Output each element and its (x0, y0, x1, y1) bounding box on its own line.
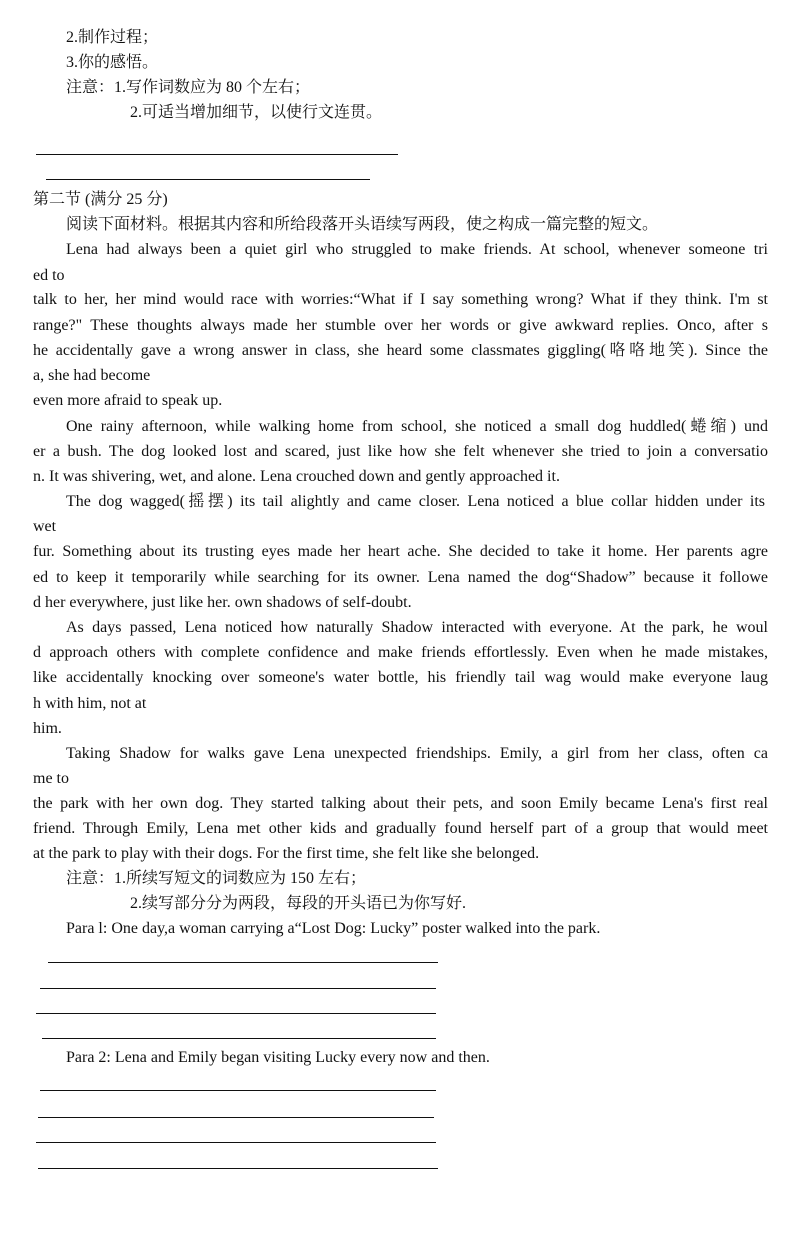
requirement-item-3: 3.你的感悟。 (66, 54, 159, 71)
para-2-prompt: Para 2: Lena and Emily began visiting Lucky every now and then. (66, 1049, 490, 1066)
passage-line: him. (33, 720, 62, 737)
passage-line: like accidentally knocking over someone's water bottle, his friendly tail wag would make everyone laug (33, 669, 768, 686)
passage-line: The dog wagged(摇摆) its tail alightly and came closer. Lena noticed a blue collar hidden under its (66, 493, 765, 510)
passage-line: he accidentally gave a wrong answer in class, she heard some classmates giggling(咯咯地笑). Since the (33, 342, 768, 359)
answer-line[interactable] (40, 1090, 436, 1091)
answer-line[interactable] (48, 962, 438, 963)
para-1-prompt: Para l: One day,a woman carrying a“Lost Dog: Lucky” poster walked into the park. (66, 920, 601, 937)
section-heading: 第二节 (满分 25 分) (33, 191, 168, 208)
passage-line: range?" These thoughts always made her stumble over her words or give awkward replies. Onco, after s (33, 317, 768, 334)
answer-line[interactable] (42, 1038, 436, 1039)
passage-line: Lena had always been a quiet girl who struggled to make friends. At school, whenever someone tri (66, 241, 768, 258)
passage-line: friend. Through Emily, Lena met other kids and gradually found herself part of a group that would meet (33, 820, 768, 837)
answer-line[interactable] (38, 1117, 434, 1118)
passage-line: As days passed, Lena noticed how naturally Shadow interacted with everyone. At the park, he woul (66, 619, 768, 636)
requirement-item-2: 2.制作过程； (66, 29, 159, 46)
passage-line: Taking Shadow for walks gave Lena unexpected friendships. Emily, a girl from her class, often ca (66, 745, 768, 762)
passage-line: at the park to play with their dogs. For the first time, she felt like she belonged. (33, 845, 540, 862)
answer-line[interactable] (40, 988, 436, 989)
answer-line[interactable] (36, 1013, 436, 1014)
passage-line: fur. Something about its trusting eyes made her heart ache. She decided to take it home. Her parents agre (33, 543, 768, 560)
passage-line: d her everywhere, just like her. own shadows of self-doubt. (33, 594, 412, 611)
answer-line[interactable] (36, 1142, 436, 1143)
note-1: 注意：1.所续写短文的词数应为 150 左右； (66, 870, 367, 887)
passage-line: ed to (33, 267, 65, 284)
instruction: 阅读下面材料。根据其内容和所给段落开头语续写两段，使之构成一篇完整的短文。 (66, 216, 659, 233)
passage-line: the park with her own dog. They started talking about their pets, and soon Emily became Lena's first real (33, 795, 768, 812)
passage-line: wet (33, 518, 57, 535)
passage-line: d approach others with complete confidence and make friends effortlessly. Even when he made mistakes, (33, 644, 768, 661)
passage-line: even more afraid to speak up. (33, 392, 223, 409)
note-2: 2.可适当增加细节，以使行文连贯。 (130, 104, 383, 121)
answer-line[interactable] (36, 154, 398, 155)
passage-line: One rainy afternoon, while walking home from school, she noticed a small dog huddled(蜷缩) und (66, 418, 768, 435)
note-2: 2.续写部分分为两段，每段的开头语已为你写好. (130, 895, 467, 912)
passage-line: er a bush. The dog looked lost and scared, just like how she felt whenever she tried to join a conversatio (33, 443, 768, 460)
answer-line[interactable] (46, 179, 370, 180)
passage-line: ed to keep it temporarily while searching for its owner. Lena named the dog“Shadow” because it followe (33, 569, 768, 586)
note-1: 注意：1.写作词数应为 80 个左右； (66, 79, 311, 96)
passage-line: a, she had become (33, 367, 151, 384)
passage-line: me to (33, 770, 69, 787)
passage-line: n. It was shivering, wet, and alone. Lena crouched down and gently approached it. (33, 468, 560, 485)
answer-line[interactable] (38, 1168, 438, 1169)
passage-line: talk to her, her mind would race with worries:“What if I say something wrong? What if they think. I'm st (33, 291, 768, 308)
passage-line: h with him, not at (33, 695, 147, 712)
